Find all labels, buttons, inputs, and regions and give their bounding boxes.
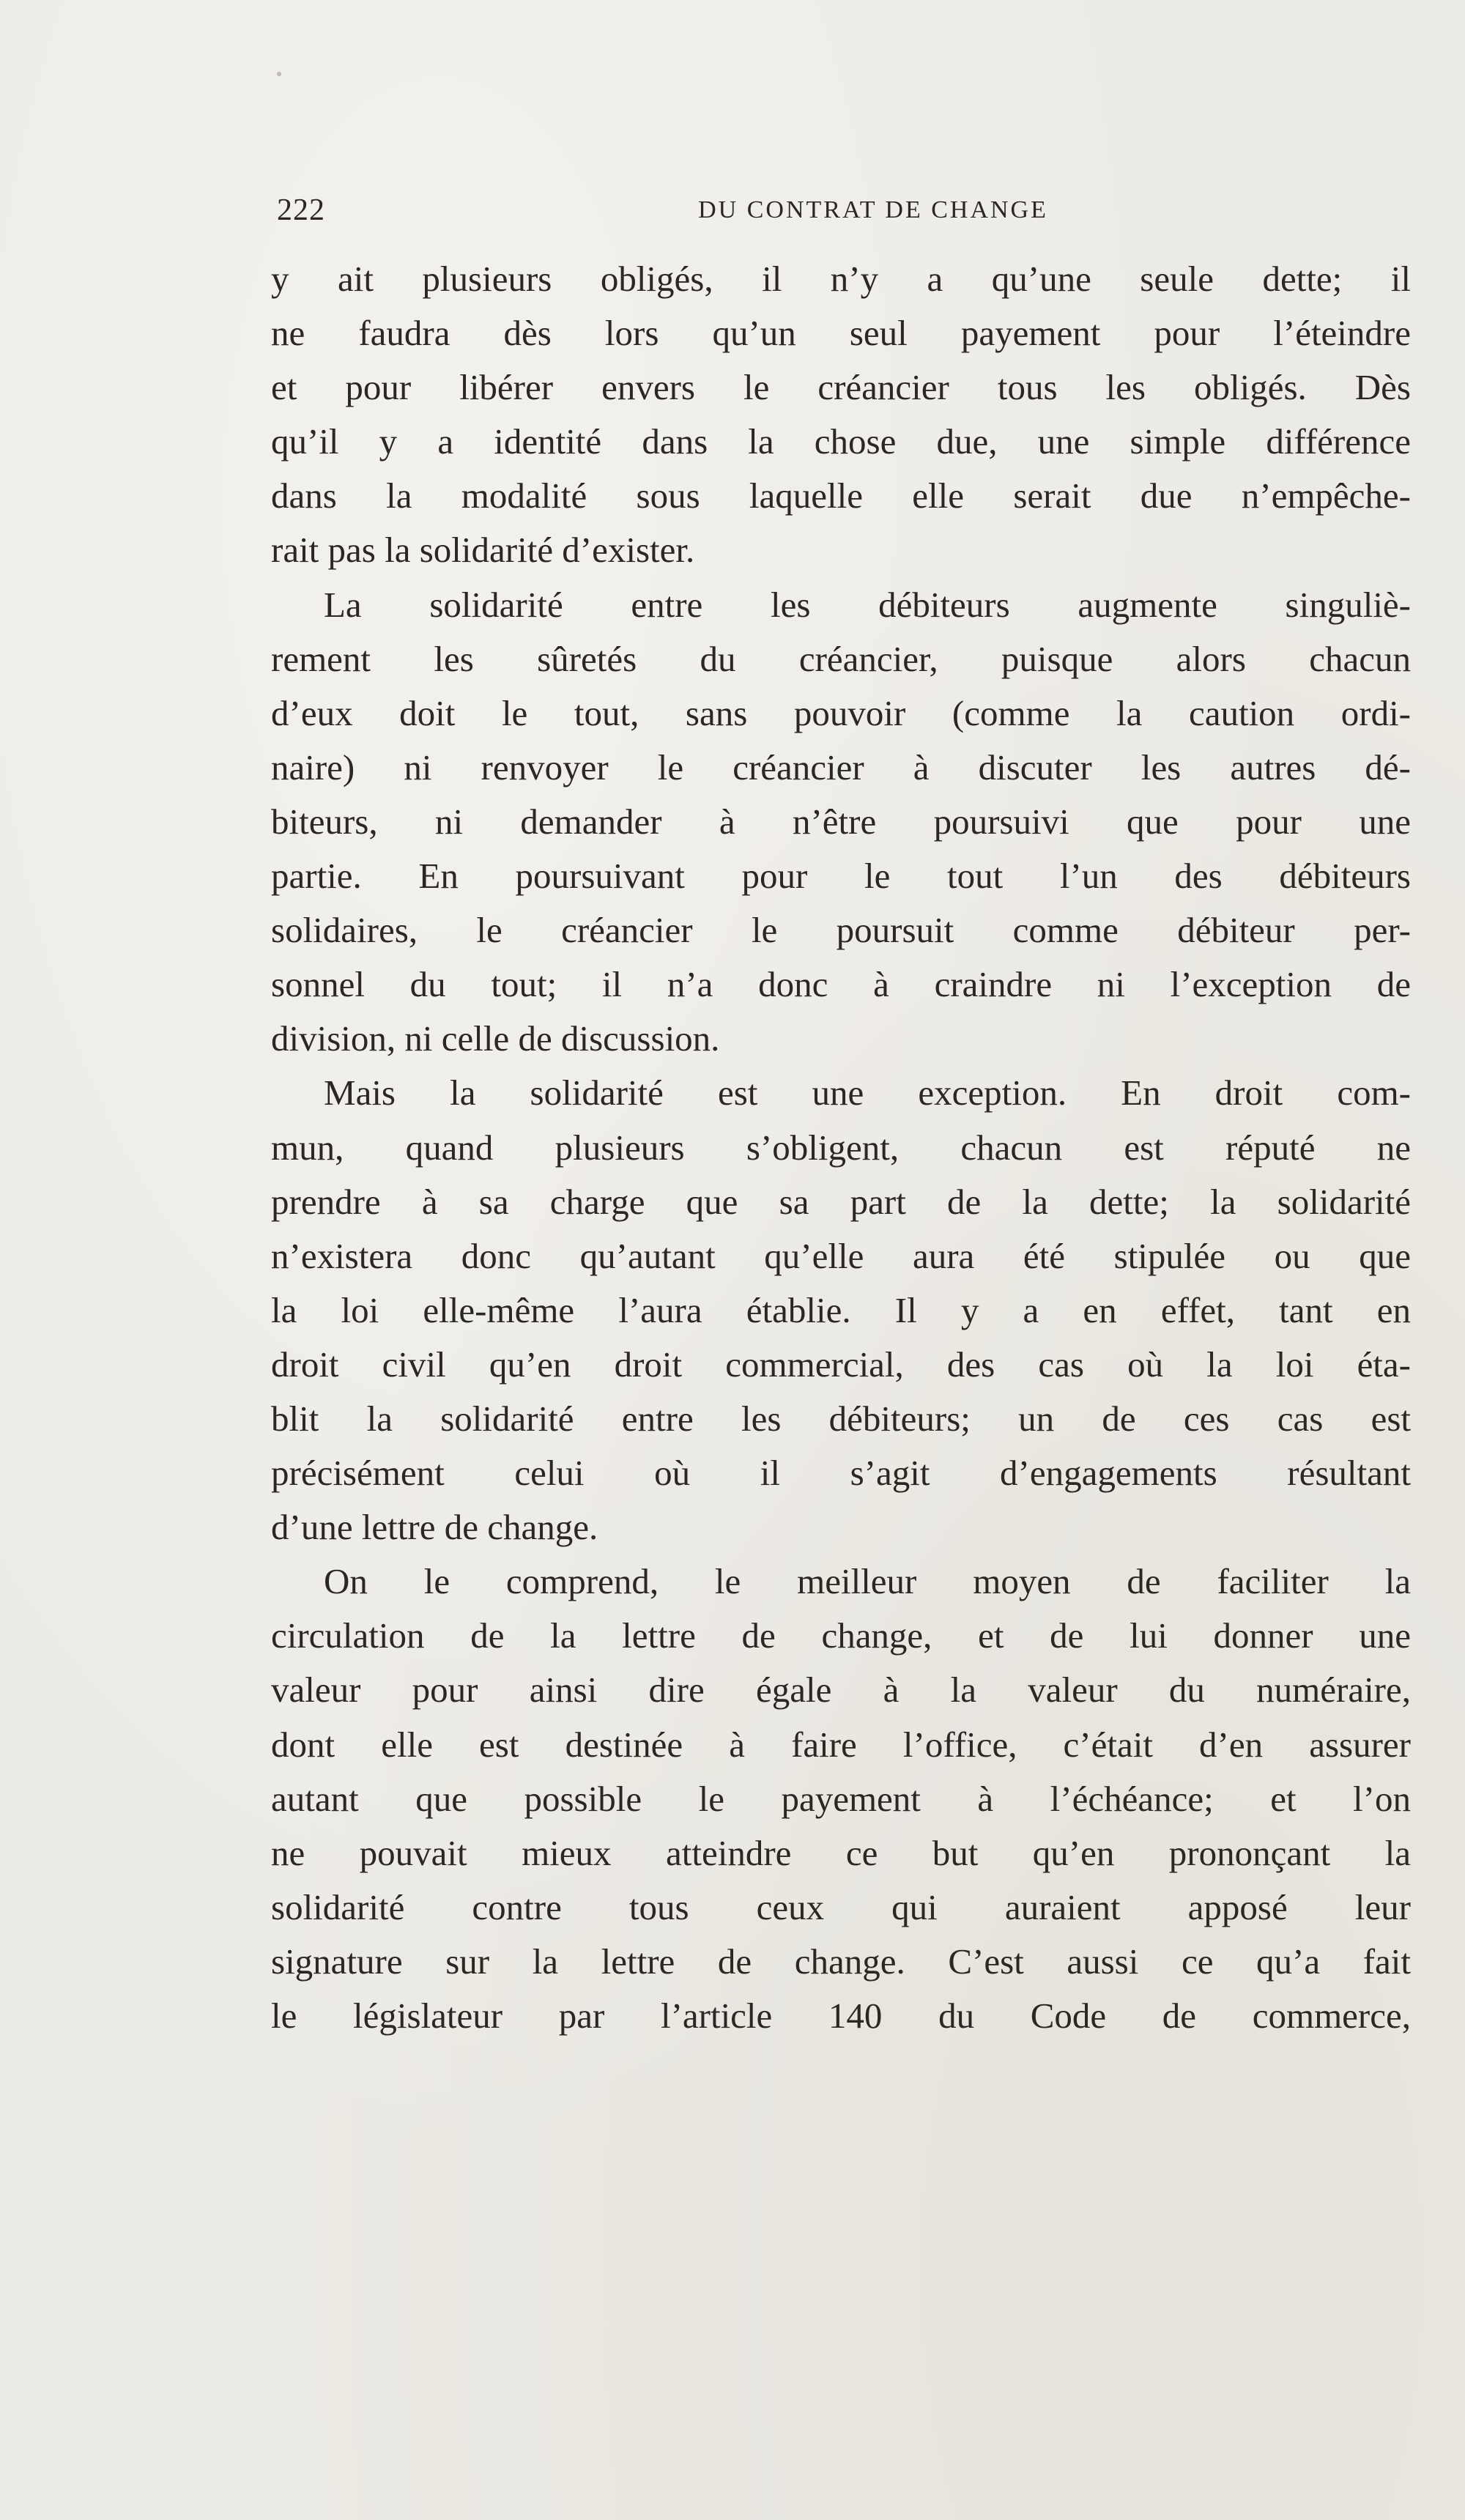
page-number: 222 [277, 193, 325, 227]
text-line: La solidarité entre les débiteurs augmente singuliè- [324, 584, 1411, 625]
text-line: mun, quand plusieurs s’obligent, chacun est réputé ne [271, 1127, 1411, 1168]
text-line: autant que possible le payement à l’échéance; et l’on [271, 1778, 1411, 1819]
text-line: ne pouvait mieux atteindre ce but qu’en prononçant la [271, 1832, 1411, 1873]
text-line: n’existera donc qu’autant qu’elle aura été stipulée ou que [271, 1235, 1411, 1276]
text-line: circulation de la lettre de change, et de lui donner une [271, 1615, 1411, 1656]
text-line: qu’il y a identité dans la chose due, une simple différence [271, 421, 1411, 462]
text-line: solidaires, le créancier le poursuit comme débiteur per- [271, 910, 1411, 951]
text-line: Mais la solidarité est une exception. En droit com- [324, 1072, 1411, 1113]
text-line: d’eux doit le tout, sans pouvoir (comme la caution ordi- [271, 692, 1411, 733]
text-line: valeur pour ainsi dire égale à la valeur du numéraire, [271, 1670, 1411, 1711]
text-line: et pour libérer envers le créancier tous les obligés. Dès [271, 367, 1411, 408]
text-line: ne faudra dès lors qu’un seul payement pour l’éteindre [271, 313, 1411, 354]
text-line: prendre à sa charge que sa part de la dette; la solidarité [271, 1181, 1411, 1222]
text-line: rait pas la solidarité d’exister. [271, 530, 695, 571]
text-line: solidarité contre tous ceux qui auraient apposé leur [271, 1886, 1411, 1927]
text-line: On le comprend, le meilleur moyen de faciliter la [324, 1561, 1411, 1602]
text-line: dont elle est destinée à faire l’office, c’était d’en assurer [271, 1724, 1411, 1765]
text-line: y ait plusieurs obligés, il n’y a qu’une seule dette; il [271, 259, 1411, 299]
text-line: sonnel du tout; il n’a donc à craindre ni l’exception de [271, 964, 1411, 1005]
paper-speck [277, 72, 281, 76]
text-line: droit civil qu’en droit commercial, des cas où la loi éta- [271, 1344, 1411, 1385]
text-line: division, ni celle de discussion. [271, 1018, 720, 1059]
text-line: blit la solidarité entre les débiteurs; un de ces cas est [271, 1398, 1411, 1439]
text-line: d’une lettre de change. [271, 1507, 598, 1548]
running-head [277, 192, 1411, 229]
body-text [271, 252, 1411, 2043]
text-line: naire) ni renvoyer le créancier à discuter les autres dé- [271, 746, 1411, 788]
text-line: biteurs, ni demander à n’être poursuivi que pour une [271, 801, 1411, 842]
text-line: le législateur par l’article 140 du Code de commerce, [271, 1995, 1411, 2036]
text-line: la loi elle-même l’aura établie. Il y a en effet, tant en [271, 1289, 1411, 1330]
text-line: signature sur la lettre de change. C’est aussi ce qu’a fait [271, 1941, 1411, 1982]
text-line: rement les sûretés du créancier, puisque alors chacun [271, 638, 1411, 679]
text-line: partie. En poursuivant pour le tout l’un des débiteurs [271, 856, 1411, 897]
text-line: précisément celui où il s’agit d’engagements résultant [271, 1453, 1411, 1494]
running-head-title: DU CONTRAT DE CHANGE [698, 196, 1048, 223]
text-line: dans la modalité sous laquelle elle serait due n’empêche- [271, 475, 1411, 516]
